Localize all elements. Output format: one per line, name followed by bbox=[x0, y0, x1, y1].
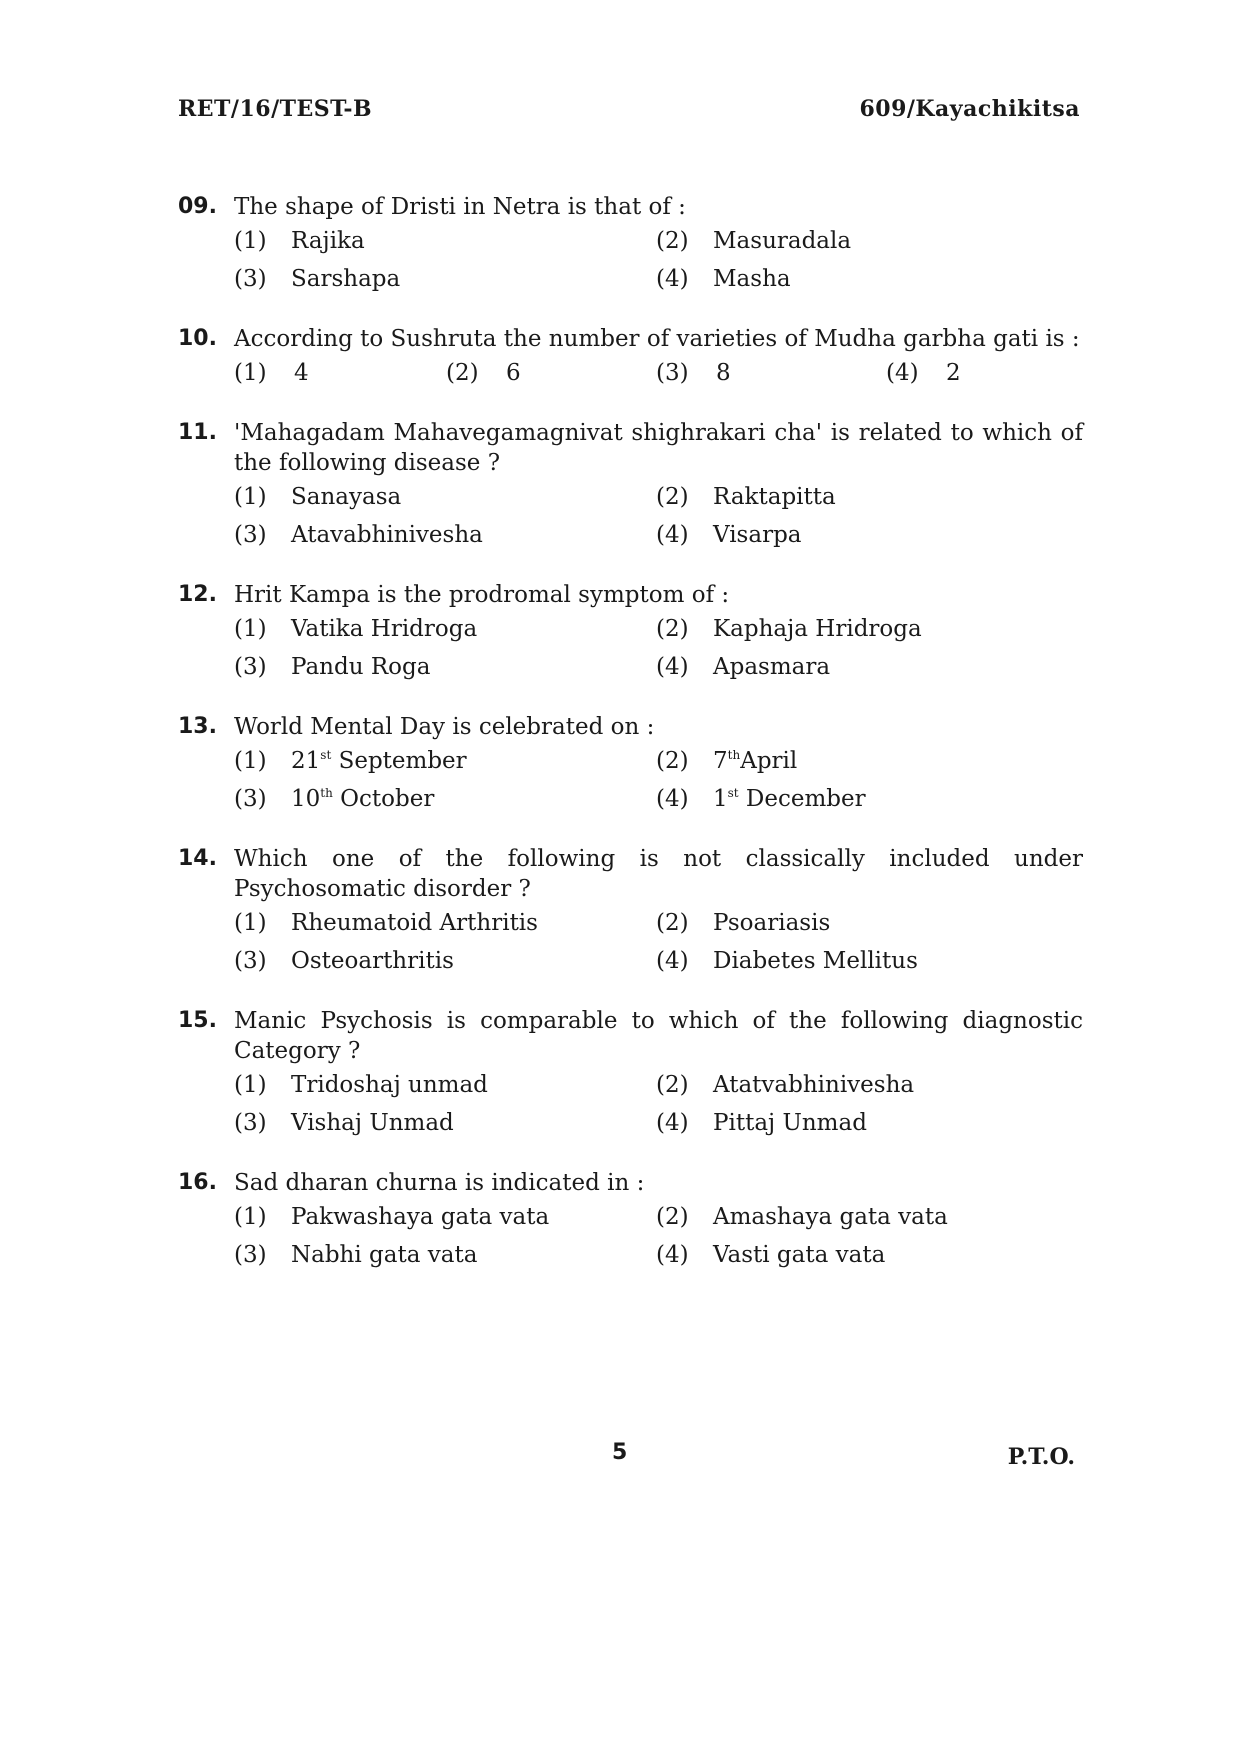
question-5 bbox=[178, 712, 1083, 814]
question-number: 14. bbox=[178, 846, 217, 871]
option-text: Rajika bbox=[291, 228, 365, 254]
option-number: (4) bbox=[656, 948, 689, 974]
option-text: 2 bbox=[946, 360, 961, 386]
ordinal-suffix: st bbox=[320, 748, 332, 762]
subject-code: 609/Kayachikitsa bbox=[859, 96, 1080, 122]
option-number: (1) bbox=[234, 1204, 267, 1230]
option-number: (2) bbox=[656, 1204, 689, 1230]
option-3 bbox=[234, 1108, 656, 1138]
option-number: (1) bbox=[234, 616, 267, 642]
option-month: April bbox=[740, 748, 798, 774]
option-4 bbox=[656, 652, 1083, 682]
option-number: (2) bbox=[656, 484, 689, 510]
question-number: 12. bbox=[178, 582, 217, 607]
question-4 bbox=[178, 580, 1083, 682]
option-3 bbox=[234, 784, 656, 814]
option-number: (4) bbox=[656, 1110, 689, 1136]
option-text: Pakwashaya gata vata bbox=[291, 1204, 550, 1230]
page-number: 5 bbox=[612, 1440, 628, 1465]
option-4 bbox=[656, 1240, 1083, 1270]
option-3 bbox=[234, 1240, 656, 1270]
option-number: (4) bbox=[656, 786, 689, 812]
option-text: Atatvabhinivesha bbox=[713, 1072, 915, 1098]
option-month: September bbox=[331, 748, 467, 774]
question-stem bbox=[178, 192, 1083, 222]
paper-code: RET/16/TEST-B bbox=[178, 96, 373, 122]
question-stem bbox=[178, 712, 1083, 742]
option-2 bbox=[656, 614, 1083, 644]
option-list bbox=[234, 358, 1083, 388]
question-text: Manic Psychosis is comparable to which of the following diagnostic Category ? bbox=[234, 1008, 1083, 1064]
option-number: (3) bbox=[234, 654, 267, 680]
option-1 bbox=[234, 226, 656, 256]
option-2 bbox=[656, 226, 1083, 256]
option-1 bbox=[234, 1202, 656, 1232]
option-text: Vasti gata vata bbox=[713, 1242, 886, 1268]
option-text: Pandu Roga bbox=[291, 654, 431, 680]
option-text: Sanayasa bbox=[291, 484, 402, 510]
option-day: 7 bbox=[713, 748, 728, 774]
question-number: 15. bbox=[178, 1008, 217, 1033]
option-1 bbox=[234, 1070, 656, 1100]
option-number: (2) bbox=[656, 616, 689, 642]
question-1 bbox=[178, 192, 1083, 294]
ordinal-suffix: th bbox=[727, 748, 741, 762]
option-4 bbox=[656, 264, 1083, 294]
option-2 bbox=[656, 1202, 1083, 1232]
option-month: December bbox=[738, 786, 866, 812]
option-1 bbox=[234, 482, 656, 512]
option-text: Apasmara bbox=[713, 654, 831, 680]
option-list bbox=[234, 1202, 1083, 1270]
option-number: (1) bbox=[234, 484, 267, 510]
option-list bbox=[234, 226, 1083, 294]
option-text bbox=[713, 784, 1083, 814]
option-number: (4) bbox=[656, 522, 689, 548]
option-number: (1) bbox=[234, 1072, 267, 1098]
question-2 bbox=[178, 324, 1083, 388]
question-text: Which one of the following is not classically included under Psychosomatic disorder ? bbox=[234, 846, 1083, 902]
option-number: (3) bbox=[234, 522, 267, 548]
option-number: (2) bbox=[656, 748, 689, 774]
option-3 bbox=[234, 264, 656, 294]
option-number: (2) bbox=[656, 910, 689, 936]
option-text: Sarshapa bbox=[291, 266, 401, 292]
question-stem bbox=[178, 580, 1083, 610]
question-stem bbox=[178, 1006, 1083, 1066]
option-4 bbox=[656, 1108, 1083, 1138]
option-number: (3) bbox=[234, 1110, 267, 1136]
option-day: 21 bbox=[291, 748, 321, 774]
option-3 bbox=[234, 946, 656, 976]
question-text: Hrit Kampa is the prodromal symptom of : bbox=[234, 582, 730, 608]
option-list bbox=[234, 614, 1083, 682]
option-number: (3) bbox=[234, 1242, 267, 1268]
option-text: Amashaya gata vata bbox=[713, 1204, 948, 1230]
option-text: Osteoarthritis bbox=[291, 948, 454, 974]
pto-label: P.T.O. bbox=[1007, 1444, 1075, 1470]
option-4 bbox=[656, 784, 1083, 814]
question-stem bbox=[178, 324, 1083, 354]
option-day: 1 bbox=[713, 786, 728, 812]
question-number: 11. bbox=[178, 420, 217, 445]
option-text: Masuradala bbox=[713, 228, 852, 254]
option-text: Pittaj Unmad bbox=[713, 1110, 867, 1136]
option-1 bbox=[234, 614, 656, 644]
option-text: Diabetes Mellitus bbox=[713, 948, 918, 974]
question-stem bbox=[178, 1168, 1083, 1198]
option-number: (4) bbox=[886, 360, 919, 386]
option-2 bbox=[656, 908, 1083, 938]
question-text: 'Mahagadam Mahavegamagnivat shighrakari cha' is related to which of the following disease ? bbox=[234, 420, 1083, 476]
question-number: 16. bbox=[178, 1170, 217, 1195]
option-number: (2) bbox=[446, 360, 479, 386]
option-1 bbox=[234, 908, 656, 938]
option-text: Rheumatoid Arthritis bbox=[291, 910, 538, 936]
option-text: 8 bbox=[716, 360, 731, 386]
option-1 bbox=[234, 358, 446, 388]
question-text: The shape of Dristi in Netra is that of : bbox=[234, 194, 686, 220]
option-text bbox=[291, 746, 656, 776]
option-text: Psoariasis bbox=[713, 910, 831, 936]
option-list bbox=[234, 482, 1083, 550]
option-month: October bbox=[332, 786, 435, 812]
option-list bbox=[234, 908, 1083, 976]
option-1 bbox=[234, 746, 656, 776]
option-text: Nabhi gata vata bbox=[291, 1242, 478, 1268]
option-number: (1) bbox=[234, 360, 267, 386]
option-2 bbox=[656, 482, 1083, 512]
option-text: Vishaj Unmad bbox=[291, 1110, 454, 1136]
question-text: Sad dharan churna is indicated in : bbox=[234, 1170, 645, 1196]
question-text: World Mental Day is celebrated on : bbox=[234, 714, 655, 740]
option-number: (2) bbox=[656, 228, 689, 254]
option-number: (1) bbox=[234, 228, 267, 254]
option-text: Kaphaja Hridroga bbox=[713, 616, 922, 642]
option-4 bbox=[656, 520, 1083, 550]
option-text bbox=[713, 746, 1083, 776]
question-6 bbox=[178, 844, 1083, 976]
option-list bbox=[234, 1070, 1083, 1138]
option-number: (2) bbox=[656, 1072, 689, 1098]
option-number: (4) bbox=[656, 266, 689, 292]
option-text: Tridoshaj unmad bbox=[291, 1072, 488, 1098]
question-stem bbox=[178, 418, 1083, 478]
option-text: Atavabhinivesha bbox=[291, 522, 483, 548]
question-number: 13. bbox=[178, 714, 217, 739]
ordinal-suffix: st bbox=[727, 786, 739, 800]
question-list bbox=[178, 192, 1083, 1300]
option-text: 4 bbox=[294, 360, 309, 386]
question-8 bbox=[178, 1168, 1083, 1270]
option-3 bbox=[234, 520, 656, 550]
option-text bbox=[291, 784, 656, 814]
option-number: (3) bbox=[234, 266, 267, 292]
option-text: 6 bbox=[506, 360, 521, 386]
option-number: (3) bbox=[234, 948, 267, 974]
question-text: According to Sushruta the number of varieties of Mudha garbha gati is : bbox=[234, 326, 1080, 352]
option-4 bbox=[656, 946, 1083, 976]
option-text: Visarpa bbox=[713, 522, 802, 548]
option-day: 10 bbox=[291, 786, 321, 812]
option-number: (3) bbox=[656, 360, 689, 386]
option-number: (1) bbox=[234, 910, 267, 936]
option-2 bbox=[656, 1070, 1083, 1100]
option-3 bbox=[656, 358, 886, 388]
option-3 bbox=[234, 652, 656, 682]
question-number: 10. bbox=[178, 326, 217, 351]
ordinal-suffix: th bbox=[320, 786, 333, 800]
question-number: 09. bbox=[178, 194, 217, 219]
option-text: Raktapitta bbox=[713, 484, 836, 510]
question-stem bbox=[178, 844, 1083, 904]
option-number: (4) bbox=[656, 1242, 689, 1268]
option-list bbox=[234, 746, 1083, 814]
option-4 bbox=[886, 358, 1083, 388]
option-text: Masha bbox=[713, 266, 791, 292]
option-2 bbox=[656, 746, 1083, 776]
option-number: (4) bbox=[656, 654, 689, 680]
option-text: Vatika Hridroga bbox=[291, 616, 478, 642]
option-number: (1) bbox=[234, 748, 267, 774]
option-number: (3) bbox=[234, 786, 267, 812]
question-7 bbox=[178, 1006, 1083, 1138]
option-2 bbox=[446, 358, 656, 388]
question-3 bbox=[178, 418, 1083, 550]
